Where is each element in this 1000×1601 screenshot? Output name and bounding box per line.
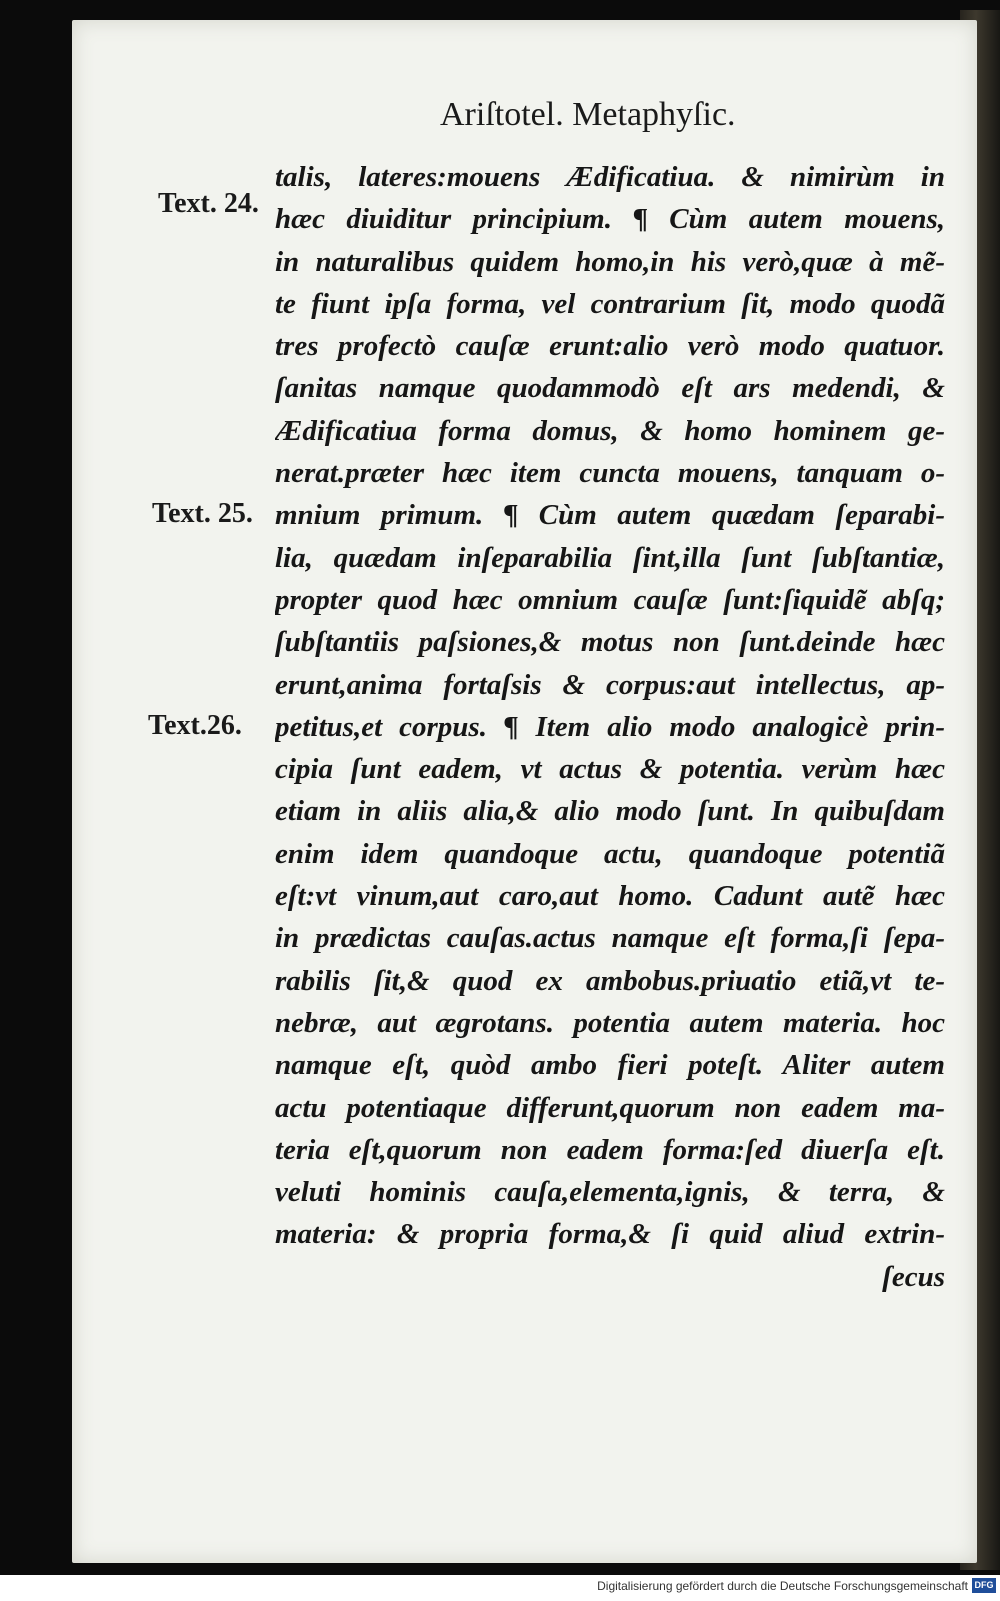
text-line: propter quod hæc omnium cauſæ ſunt:ſiquidẽ abſq; — [275, 583, 945, 616]
text-line: namque eſt, quòd ambo fieri poteſt. Aliter autem — [275, 1049, 945, 1082]
text-line: talis, lateres:mouens Ædificatiua. & nimirùm in — [275, 161, 945, 193]
margin-note-text24: Text. 24. — [158, 188, 259, 219]
text-line: materia: & propria forma,& ſi quid aliud extrin- — [275, 1218, 945, 1251]
text-line: tres profectò cauſæ erunt:alio verò modo quatuor. — [275, 330, 945, 363]
text-line: etiam in aliis alia,& alio modo ſunt. In quibuſdam — [275, 795, 945, 828]
text-line: ſubſtantiis paſsiones,& motus non ſunt.deinde hæc — [275, 626, 945, 659]
text-line: hæc diuiditur principium. ¶ Cùm autem mouens, — [275, 203, 945, 236]
text-line: nebræ, aut ægrotans. potentia autem materia. hoc — [275, 1006, 945, 1039]
running-head: Ariſtotel. Metaphyſic. — [440, 96, 736, 133]
text-line: cipia ſunt eadem, vt actus & potentia. verùm hæc — [275, 753, 945, 786]
footer-bar — [0, 1575, 1000, 1601]
text-line: erunt,anima fortaſsis & corpus:aut intellectus, ap- — [275, 668, 945, 701]
text-line: enim idem quandoque actu, quandoque potentiã — [275, 837, 945, 870]
text-line: Ædificatiua forma domus, & homo hominem ge- — [275, 414, 945, 447]
margin-note-text26: Text.26. — [148, 710, 242, 741]
catchword: ſecus — [882, 1260, 945, 1293]
text-line: veluti hominis cauſa,elementa,ignis, & terra, & — [275, 1176, 945, 1209]
text-line: petitus,et corpus. ¶ Item alio modo analogicè prin- — [275, 710, 945, 743]
text-line: actu potentiaque differunt,quorum non eadem ma- — [275, 1091, 945, 1124]
text-line: nerat.præter hæc item cuncta mouens, tanquam o- — [275, 457, 945, 490]
text-line: rabilis ſit,& quod ex ambobus.priuatio etiã,vt te- — [275, 964, 945, 997]
text-line: teria eſt,quorum non eadem forma:ſed diuerſa eſt. — [275, 1133, 945, 1166]
funding-credit: Digitalisierung gefördert durch die Deutsche Forschungsgemeinschaft — [597, 1579, 968, 1593]
text-line: mnium primum. ¶ Cùm autem quædam ſeparabi- — [275, 499, 945, 532]
dfg-logo: DFG — [972, 1578, 996, 1593]
text-line: in prædictas cauſas.actus namque eſt forma,ſi ſepa- — [275, 922, 945, 955]
margin-note-text25: Text. 25. — [152, 498, 253, 529]
body-text — [275, 156, 945, 1298]
text-line: in naturalibus quidem homo,in his verò,quæ à mẽ- — [275, 245, 945, 278]
text-line: lia, quædam inſeparabilia ſint,illa ſunt ſubſtantiæ, — [275, 541, 945, 574]
text-line: eſt:vt vinum,aut caro,aut homo. Cadunt autẽ hæc — [275, 880, 945, 913]
text-line: ſanitas namque quodammodò eſt ars medendi, & — [275, 372, 945, 405]
text-line: te fiunt ipſa forma, vel contrarium ſit, modo quodã — [275, 287, 945, 320]
